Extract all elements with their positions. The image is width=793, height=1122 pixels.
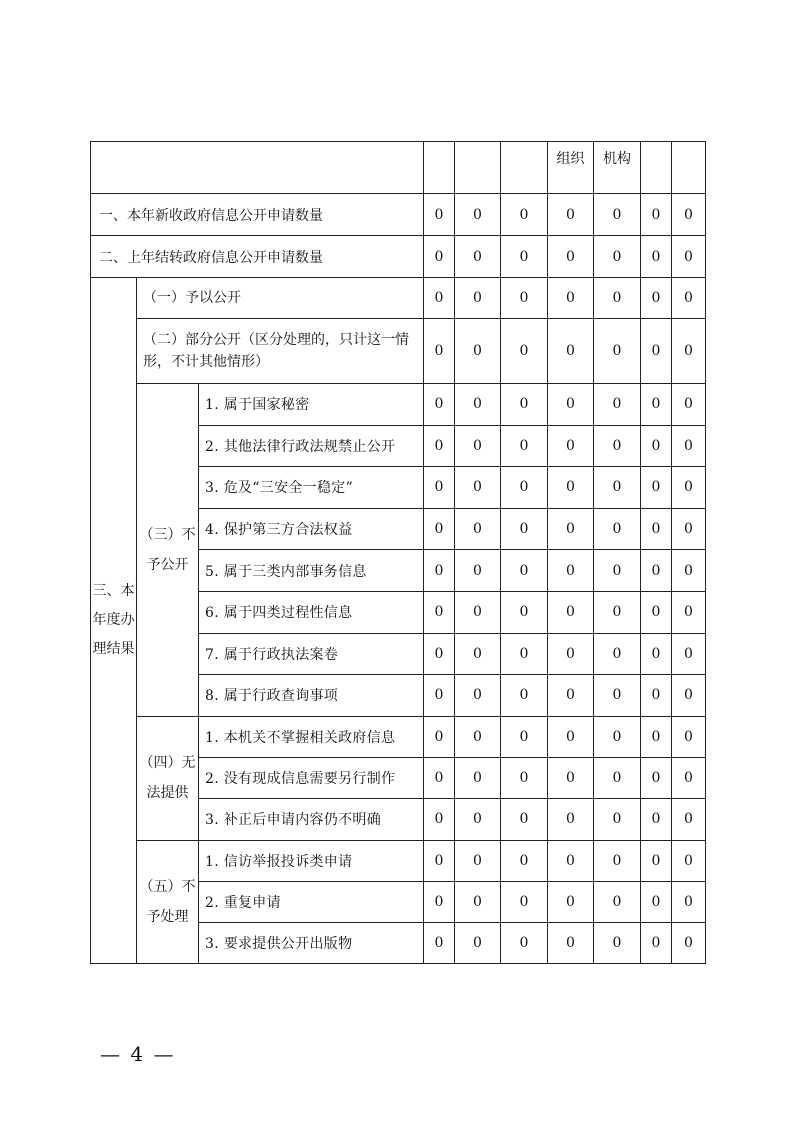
value-cell: 0 bbox=[424, 194, 455, 236]
value-cell: 0 bbox=[501, 278, 548, 319]
value-cell: 0 bbox=[594, 278, 641, 319]
value-cell: 0 bbox=[548, 278, 594, 319]
not-public-item-label: 4. 保护第三方合法权益 bbox=[199, 508, 424, 550]
row-partial bbox=[91, 319, 706, 384]
cannot-provide-item-label: 1. 本机关不掌握相关政府信息 bbox=[199, 716, 424, 757]
value-cell: 0 bbox=[641, 384, 672, 426]
value-cell: 0 bbox=[672, 675, 706, 717]
cannot-provide-group-label: （四）无法提供 bbox=[137, 716, 199, 840]
value-cell: 0 bbox=[501, 384, 548, 426]
value-cell: 0 bbox=[672, 633, 706, 675]
value-cell: 0 bbox=[641, 799, 672, 840]
value-cell: 0 bbox=[548, 550, 594, 592]
value-cell: 0 bbox=[424, 508, 455, 550]
value-cell: 0 bbox=[501, 591, 548, 633]
value-cell: 0 bbox=[424, 384, 455, 426]
value-cell: 0 bbox=[455, 840, 501, 881]
disclosure-statistics-table bbox=[90, 141, 706, 964]
value-cell: 0 bbox=[641, 508, 672, 550]
value-cell: 0 bbox=[501, 840, 548, 881]
not-processed-item-label: 2. 重复申请 bbox=[199, 881, 424, 922]
value-cell: 0 bbox=[501, 716, 548, 757]
header-corner bbox=[91, 142, 424, 194]
not-public-group-label: （三）不予公开 bbox=[137, 384, 199, 717]
value-cell: 0 bbox=[672, 550, 706, 592]
not-public-item-label: 3. 危及“三安全一稳定” bbox=[199, 467, 424, 509]
value-cell: 0 bbox=[672, 758, 706, 799]
value-cell: 0 bbox=[594, 799, 641, 840]
value-cell: 0 bbox=[455, 319, 501, 384]
value-cell: 0 bbox=[455, 675, 501, 717]
value-cell: 0 bbox=[455, 922, 501, 963]
row-carried-over bbox=[91, 236, 706, 278]
value-cell: 0 bbox=[641, 591, 672, 633]
value-cell: 0 bbox=[594, 881, 641, 922]
value-cell: 0 bbox=[594, 550, 641, 592]
not-public-item-label: 6. 属于四类过程性信息 bbox=[199, 591, 424, 633]
row-new-requests bbox=[91, 194, 706, 236]
value-cell: 0 bbox=[594, 675, 641, 717]
value-cell: 0 bbox=[641, 236, 672, 278]
value-cell: 0 bbox=[672, 591, 706, 633]
row-not-processed-item bbox=[91, 840, 706, 881]
value-cell: 0 bbox=[455, 881, 501, 922]
value-cell: 0 bbox=[594, 758, 641, 799]
not-public-item-label: 2. 其他法律行政法规禁止公开 bbox=[199, 425, 424, 467]
header-col-4: 组织 bbox=[548, 142, 594, 194]
value-cell: 0 bbox=[455, 278, 501, 319]
value-cell: 0 bbox=[672, 194, 706, 236]
cannot-provide-item-label: 3. 补正后申请内容仍不明确 bbox=[199, 799, 424, 840]
value-cell: 0 bbox=[594, 508, 641, 550]
value-cell: 0 bbox=[672, 922, 706, 963]
value-cell: 0 bbox=[455, 550, 501, 592]
value-cell: 0 bbox=[548, 508, 594, 550]
value-cell: 0 bbox=[424, 467, 455, 509]
value-cell: 0 bbox=[594, 194, 641, 236]
value-cell: 0 bbox=[455, 467, 501, 509]
value-cell: 0 bbox=[455, 508, 501, 550]
value-cell: 0 bbox=[641, 840, 672, 881]
value-cell: 0 bbox=[455, 384, 501, 426]
value-cell: 0 bbox=[501, 633, 548, 675]
value-cell: 0 bbox=[424, 319, 455, 384]
value-cell: 0 bbox=[501, 675, 548, 717]
value-cell: 0 bbox=[548, 425, 594, 467]
value-cell: 0 bbox=[501, 799, 548, 840]
value-cell: 0 bbox=[548, 675, 594, 717]
not-public-item-label: 1. 属于国家秘密 bbox=[199, 384, 424, 426]
value-cell: 0 bbox=[594, 425, 641, 467]
value-cell: 0 bbox=[424, 799, 455, 840]
value-cell: 0 bbox=[548, 236, 594, 278]
value-cell: 0 bbox=[424, 758, 455, 799]
value-cell: 0 bbox=[672, 716, 706, 757]
value-cell: 0 bbox=[501, 922, 548, 963]
row-cannot-provide-item bbox=[91, 716, 706, 757]
value-cell: 0 bbox=[548, 758, 594, 799]
value-cell: 0 bbox=[594, 716, 641, 757]
value-cell: 0 bbox=[641, 278, 672, 319]
value-cell: 0 bbox=[455, 194, 501, 236]
header-col-7 bbox=[672, 142, 706, 194]
value-cell: 0 bbox=[548, 716, 594, 757]
table-body bbox=[91, 142, 706, 964]
value-cell: 0 bbox=[548, 194, 594, 236]
section3-title: 三、本年度办理结果 bbox=[91, 278, 137, 964]
value-cell: 0 bbox=[672, 799, 706, 840]
row-not-public-item bbox=[91, 384, 706, 426]
value-cell: 0 bbox=[548, 840, 594, 881]
value-cell: 0 bbox=[672, 278, 706, 319]
value-cell: 0 bbox=[501, 550, 548, 592]
value-cell: 0 bbox=[455, 591, 501, 633]
not-public-item-label: 5. 属于三类内部事务信息 bbox=[199, 550, 424, 592]
value-cell: 0 bbox=[501, 425, 548, 467]
header-col-2 bbox=[455, 142, 501, 194]
value-cell: 0 bbox=[455, 716, 501, 757]
not-processed-item-label: 1. 信访举报投诉类申请 bbox=[199, 840, 424, 881]
value-cell: 0 bbox=[641, 194, 672, 236]
value-cell: 0 bbox=[424, 881, 455, 922]
cannot-provide-item-label: 2. 没有现成信息需要另行制作 bbox=[199, 758, 424, 799]
value-cell: 0 bbox=[548, 467, 594, 509]
value-cell: 0 bbox=[594, 236, 641, 278]
value-cell: 0 bbox=[672, 840, 706, 881]
value-cell: 0 bbox=[594, 922, 641, 963]
value-cell: 0 bbox=[501, 881, 548, 922]
value-cell: 0 bbox=[641, 881, 672, 922]
value-cell: 0 bbox=[594, 591, 641, 633]
not-processed-group-label: （五）不予处理 bbox=[137, 840, 199, 963]
value-cell: 0 bbox=[424, 591, 455, 633]
value-cell: 0 bbox=[455, 633, 501, 675]
header-col-6 bbox=[641, 142, 672, 194]
value-cell: 0 bbox=[594, 633, 641, 675]
header-col-5: 机构 bbox=[594, 142, 641, 194]
value-cell: 0 bbox=[641, 425, 672, 467]
value-cell: 0 bbox=[672, 881, 706, 922]
value-cell: 0 bbox=[641, 633, 672, 675]
value-cell: 0 bbox=[641, 319, 672, 384]
row-public bbox=[91, 278, 706, 319]
carried-over-label: 二、上年结转政府信息公开申请数量 bbox=[91, 236, 424, 278]
value-cell: 0 bbox=[548, 591, 594, 633]
value-cell: 0 bbox=[424, 675, 455, 717]
value-cell: 0 bbox=[641, 675, 672, 717]
value-cell: 0 bbox=[424, 633, 455, 675]
value-cell: 0 bbox=[548, 384, 594, 426]
value-cell: 0 bbox=[501, 194, 548, 236]
value-cell: 0 bbox=[641, 550, 672, 592]
value-cell: 0 bbox=[501, 758, 548, 799]
value-cell: 0 bbox=[641, 922, 672, 963]
value-cell: 0 bbox=[672, 319, 706, 384]
header-col-3 bbox=[501, 142, 548, 194]
not-public-item-label: 8. 属于行政查询事项 bbox=[199, 675, 424, 717]
value-cell: 0 bbox=[548, 633, 594, 675]
public-label: （一）予以公开 bbox=[137, 278, 424, 319]
value-cell: 0 bbox=[424, 550, 455, 592]
value-cell: 0 bbox=[501, 236, 548, 278]
value-cell: 0 bbox=[548, 922, 594, 963]
value-cell: 0 bbox=[672, 425, 706, 467]
value-cell: 0 bbox=[424, 840, 455, 881]
value-cell: 0 bbox=[672, 236, 706, 278]
value-cell: 0 bbox=[672, 384, 706, 426]
partial-label: （二）部分公开（区分处理的，只计这一情形，不计其他情形） bbox=[137, 319, 424, 384]
value-cell: 0 bbox=[641, 716, 672, 757]
value-cell: 0 bbox=[641, 758, 672, 799]
value-cell: 0 bbox=[455, 425, 501, 467]
value-cell: 0 bbox=[424, 236, 455, 278]
value-cell: 0 bbox=[594, 319, 641, 384]
value-cell: 0 bbox=[501, 319, 548, 384]
value-cell: 0 bbox=[594, 467, 641, 509]
value-cell: 0 bbox=[594, 840, 641, 881]
not-processed-item-label: 3. 要求提供公开出版物 bbox=[199, 922, 424, 963]
value-cell: 0 bbox=[455, 236, 501, 278]
not-public-item-label: 7. 属于行政执法案卷 bbox=[199, 633, 424, 675]
value-cell: 0 bbox=[455, 758, 501, 799]
value-cell: 0 bbox=[424, 278, 455, 319]
header-col-1 bbox=[424, 142, 455, 194]
value-cell: 0 bbox=[641, 467, 672, 509]
value-cell: 0 bbox=[424, 716, 455, 757]
value-cell: 0 bbox=[455, 799, 501, 840]
value-cell: 0 bbox=[424, 922, 455, 963]
value-cell: 0 bbox=[548, 881, 594, 922]
value-cell: 0 bbox=[672, 467, 706, 509]
value-cell: 0 bbox=[672, 508, 706, 550]
new-requests-label: 一、本年新收政府信息公开申请数量 bbox=[91, 194, 424, 236]
page-number: — 4 — bbox=[100, 1042, 176, 1066]
value-cell: 0 bbox=[548, 799, 594, 840]
header-row bbox=[91, 142, 706, 194]
value-cell: 0 bbox=[501, 467, 548, 509]
value-cell: 0 bbox=[594, 384, 641, 426]
value-cell: 0 bbox=[501, 508, 548, 550]
value-cell: 0 bbox=[548, 319, 594, 384]
value-cell: 0 bbox=[424, 425, 455, 467]
